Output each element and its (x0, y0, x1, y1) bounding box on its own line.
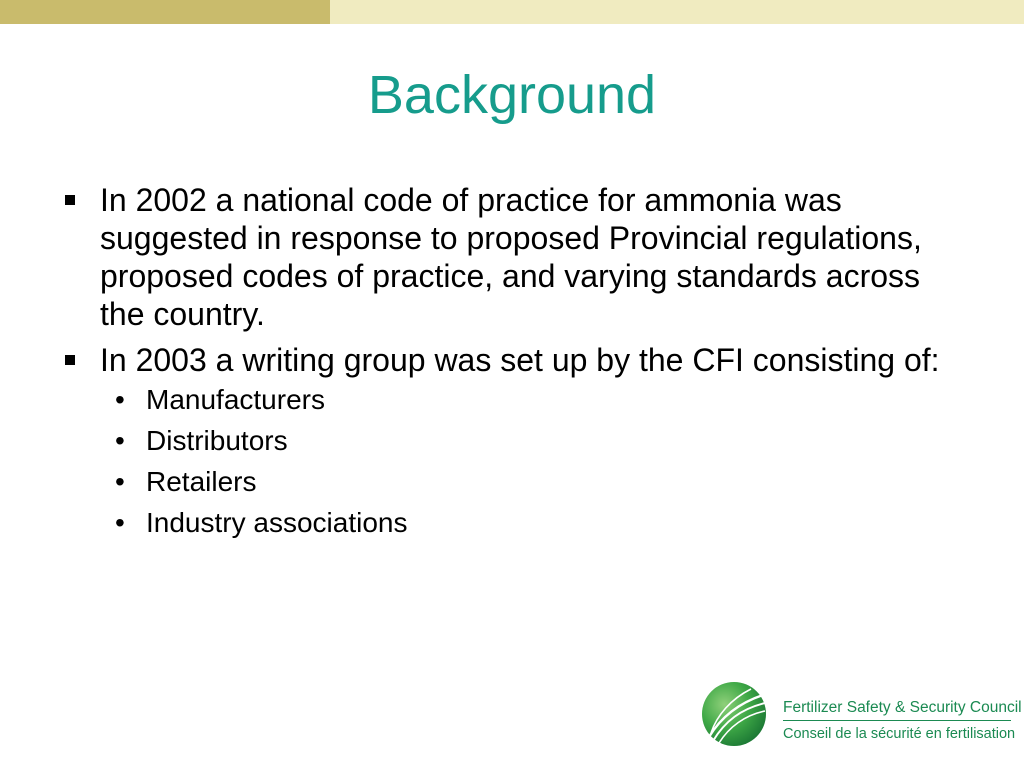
sub-bullet-item (100, 383, 962, 416)
sub-bullet-text: Manufacturers (146, 384, 325, 415)
logo-divider (783, 720, 1011, 721)
sub-bullet-text: Industry associations (146, 507, 408, 538)
council-logo (701, 681, 1022, 749)
sub-bullet-list (100, 383, 962, 539)
dot-bullet-icon: • (115, 384, 125, 415)
square-bullet-icon (65, 355, 75, 365)
sub-bullet-text: Distributors (146, 425, 288, 456)
bullet-text: In 2002 a national code of practice for ammonia was suggested in response to proposed Provincial regulations, proposed codes of practice, and varying standards across the country. (100, 182, 922, 332)
bullet-item (62, 341, 962, 539)
dot-bullet-icon: • (115, 466, 125, 497)
sub-bullet-item (100, 424, 962, 457)
leaf-circle-icon (701, 681, 767, 747)
dot-bullet-icon: • (115, 507, 125, 538)
square-bullet-icon (65, 195, 75, 205)
bullet-text: In 2003 a writing group was set up by the CFI consisting of: (100, 342, 940, 378)
council-name-en: Fertilizer Safety & Security Council (783, 699, 1022, 716)
sub-bullet-text: Retailers (146, 466, 257, 497)
sub-bullet-item (100, 465, 962, 498)
dot-bullet-icon: • (115, 425, 125, 456)
bullet-item (62, 181, 962, 333)
slide-title: Background (367, 65, 657, 125)
top-band-dark (0, 0, 330, 24)
sub-bullet-item (100, 506, 962, 539)
top-band-light (330, 0, 1024, 24)
council-name-fr: Conseil de la sécurité en fertilisation (783, 726, 1016, 742)
bullet-list (62, 181, 962, 547)
